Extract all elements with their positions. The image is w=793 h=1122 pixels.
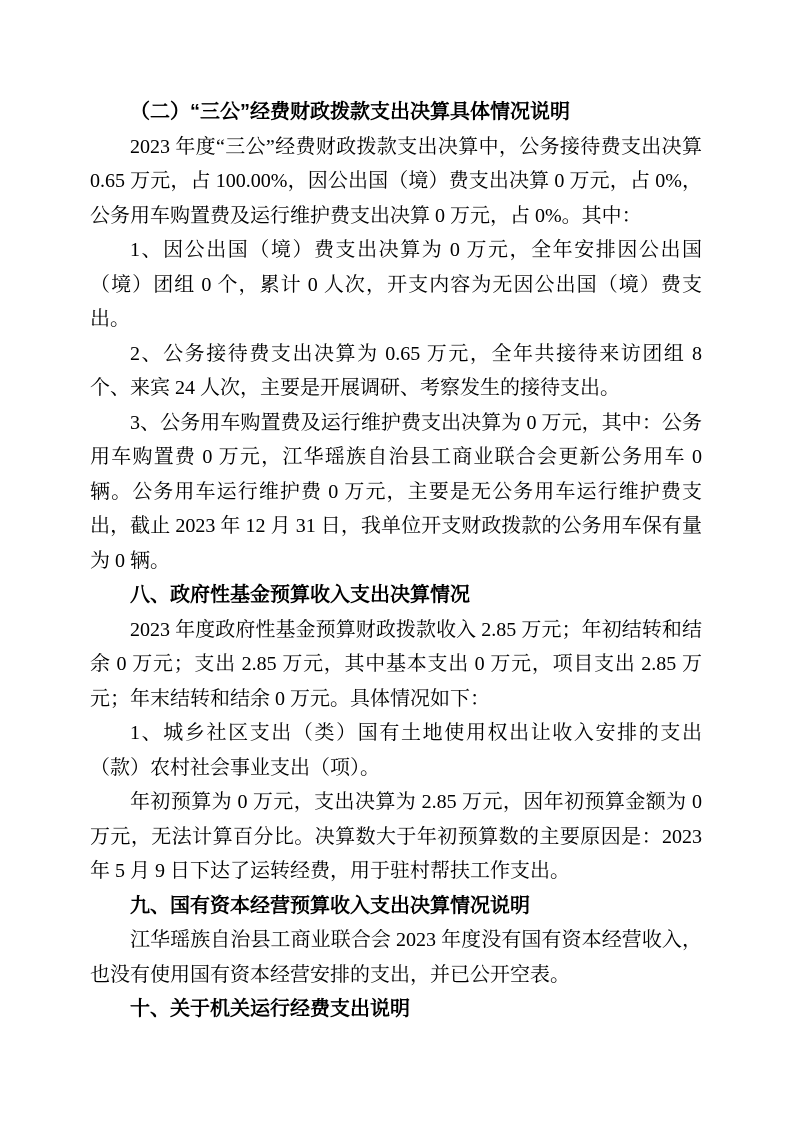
paragraph-vehicle-expense: 3、公务用车购置费及运行维护费支出决算为 0 万元，其中：公务用车购置费 0 万元，江华瑶族自治县工商业联合会更新公务用车 0 辆。公务用车运行维护费 0 万元，主要是无公务用车运行维护费支出，截止 2023 年 12 月 31 日，我单位开支财政拨款的公务用车保有量为 0 辆。 xyxy=(90,411,702,572)
paragraph-government-fund-summary: 2023 年度政府性基金预算财政拨款收入 2.85 万元；年初结转和结余 0 万元；支出 2.85 万元，其中基本支出 0 万元，项目支出 2.85 万元；年末结转和结余 0 万元。具体情况如下： xyxy=(90,618,702,710)
paragraph-state-capital-note: 江华瑶族自治县工商业联合会 2023 年度没有国有资本经营收入，也没有使用国有资本经营安排的支出，并已公开空表。 xyxy=(90,929,702,986)
section-heading-government-fund: 八、政府性基金预算收入支出决算情况 xyxy=(130,584,470,606)
paragraph-abroad-expense: 1、因公出国（境）费支出决算为 0 万元，全年安排因公出国（境）团组 0 个，累计 0 人次，开支内容为无因公出国（境）费支出。 xyxy=(90,239,702,330)
paragraph-sangong-summary: 2023 年度“三公”经费财政拨款支出决算中，公务接待费支出决算 0.65 万元，占 100.00%，因公出国（境）费支出决算 0 万元，占 0%，公务用车购置费及运行维护费支出决算 0 万元，占 0%。其中： xyxy=(90,135,702,227)
document-body xyxy=(90,95,702,1027)
section-heading-state-capital: 九、国有资本经营预算收入支出决算情况说明 xyxy=(130,894,530,917)
section-heading-sangong-detail: （二）“三公”经费财政拨款支出决算具体情况说明 xyxy=(130,101,570,123)
paragraph-reception-expense: 2、公务接待费支出决算为 0.65 万元，全年共接待来访团组 8 个、来宾 24 人次，主要是开展调研、考察发生的接待支出。 xyxy=(90,342,702,399)
paragraph-urban-rural-item: 1、城乡社区支出（类）国有土地使用权出让收入安排的支出（款）农村社会事业支出（项）。 xyxy=(90,722,702,779)
section-heading-agency-operating-expense: 十、关于机关运行经费支出说明 xyxy=(130,998,410,1020)
paragraph-budget-comparison: 年初预算为 0 万元，支出决算为 2.85 万元，因年初预算金额为 0 万元，无法计算百分比。决算数大于年初预算数的主要原因是：2023 年 5 月 9 日下达了运转经费，用于驻村帮扶工作支出。 xyxy=(90,791,702,882)
